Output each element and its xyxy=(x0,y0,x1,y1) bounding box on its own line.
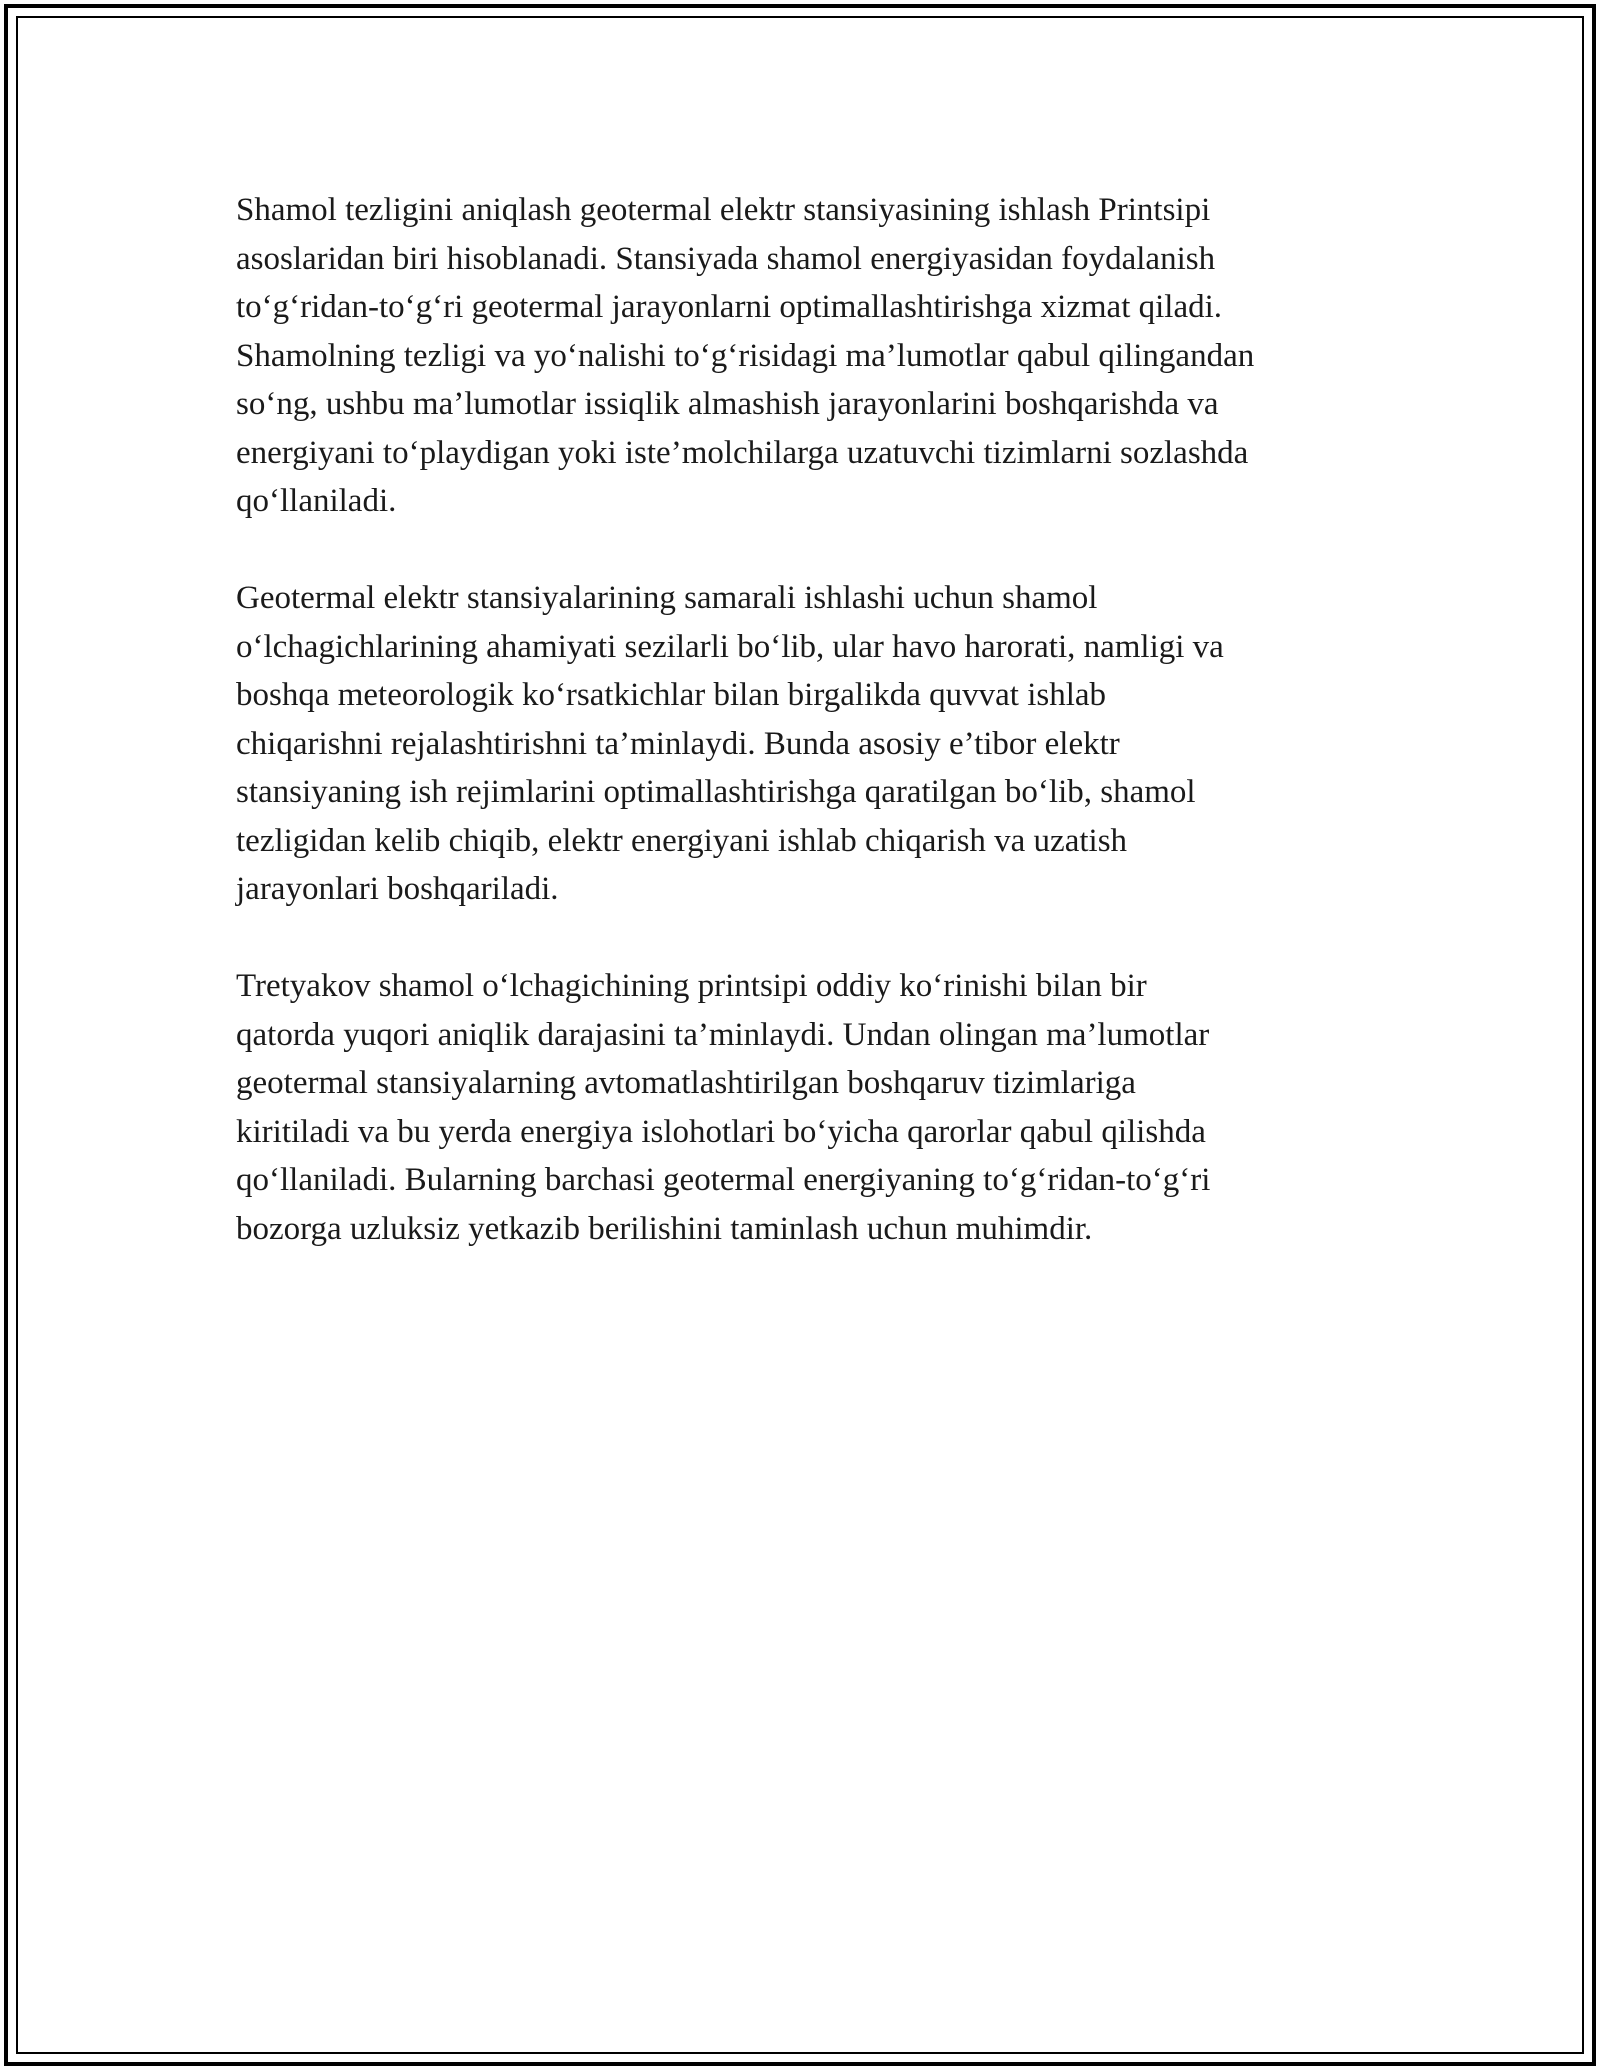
document-body xyxy=(236,186,1386,1302)
paragraph-wind-speed-measurement: Shamol tezligini aniqlash geotermal elektr stansiyasining ishlash Printsipi asoslaridan biri hisoblanadi. Stansiyada shamol energiyasidan foydalanish to‘g‘ridan-to‘g‘ri geotermal jarayonlarni optimallashtirishga xizmat qiladi. Shamolning tezligi va yo‘nalishi to‘g‘risidagi ma’lumotlar qabul qilingandan so‘ng, ushbu ma’lumotlar issiqlik almashish jarayonlarini boshqarishda va energiyani to‘playdigan yoki iste’molchilarga uzatuvchi tizimlarni sozlashda qo‘llaniladi. xyxy=(236,192,1255,519)
paragraph-tretyakov-anemometer: Tretyakov shamol o‘lchagichining printsipi oddiy ko‘rinishi bilan bir qatorda yuqori aniqlik darajasini ta’minlaydi. Undan olingan ma’lumotlar geotermal stansiyalarning avtomatlashtirilgan boshqaruv tizimlariga kiritiladi va bu yerda energiya islohotlari bo‘yicha qarorlar qabul qilishda qo‘llaniladi. Bularning barchasi geotermal energiyaning to‘g‘ridan-to‘g‘ri bozorga uzluksiz yetkazib berilishini taminlash uchun muhimdir. xyxy=(236,968,1211,1247)
paragraph-anemometer-importance: Geotermal elektr stansiyalarining samarali ishlashi uchun shamol o‘lchagichlarining ahamiyati sezilarli bo‘lib, ular havo harorati, namligi va boshqa meteorologik ko‘rsatkichlar bilan birgalikda quvvat ishlab chiqarishni rejalashtirishni ta’minlaydi. Bunda asosiy e’tibor elektr stansiyaning ish rejimlarini optimallashtirishga qaratilgan bo‘lib, shamol tezligidan kelib chiqib, elektr energiyani ishlab chiqarish va uzatish jarayonlari boshqariladi. xyxy=(236,580,1224,907)
